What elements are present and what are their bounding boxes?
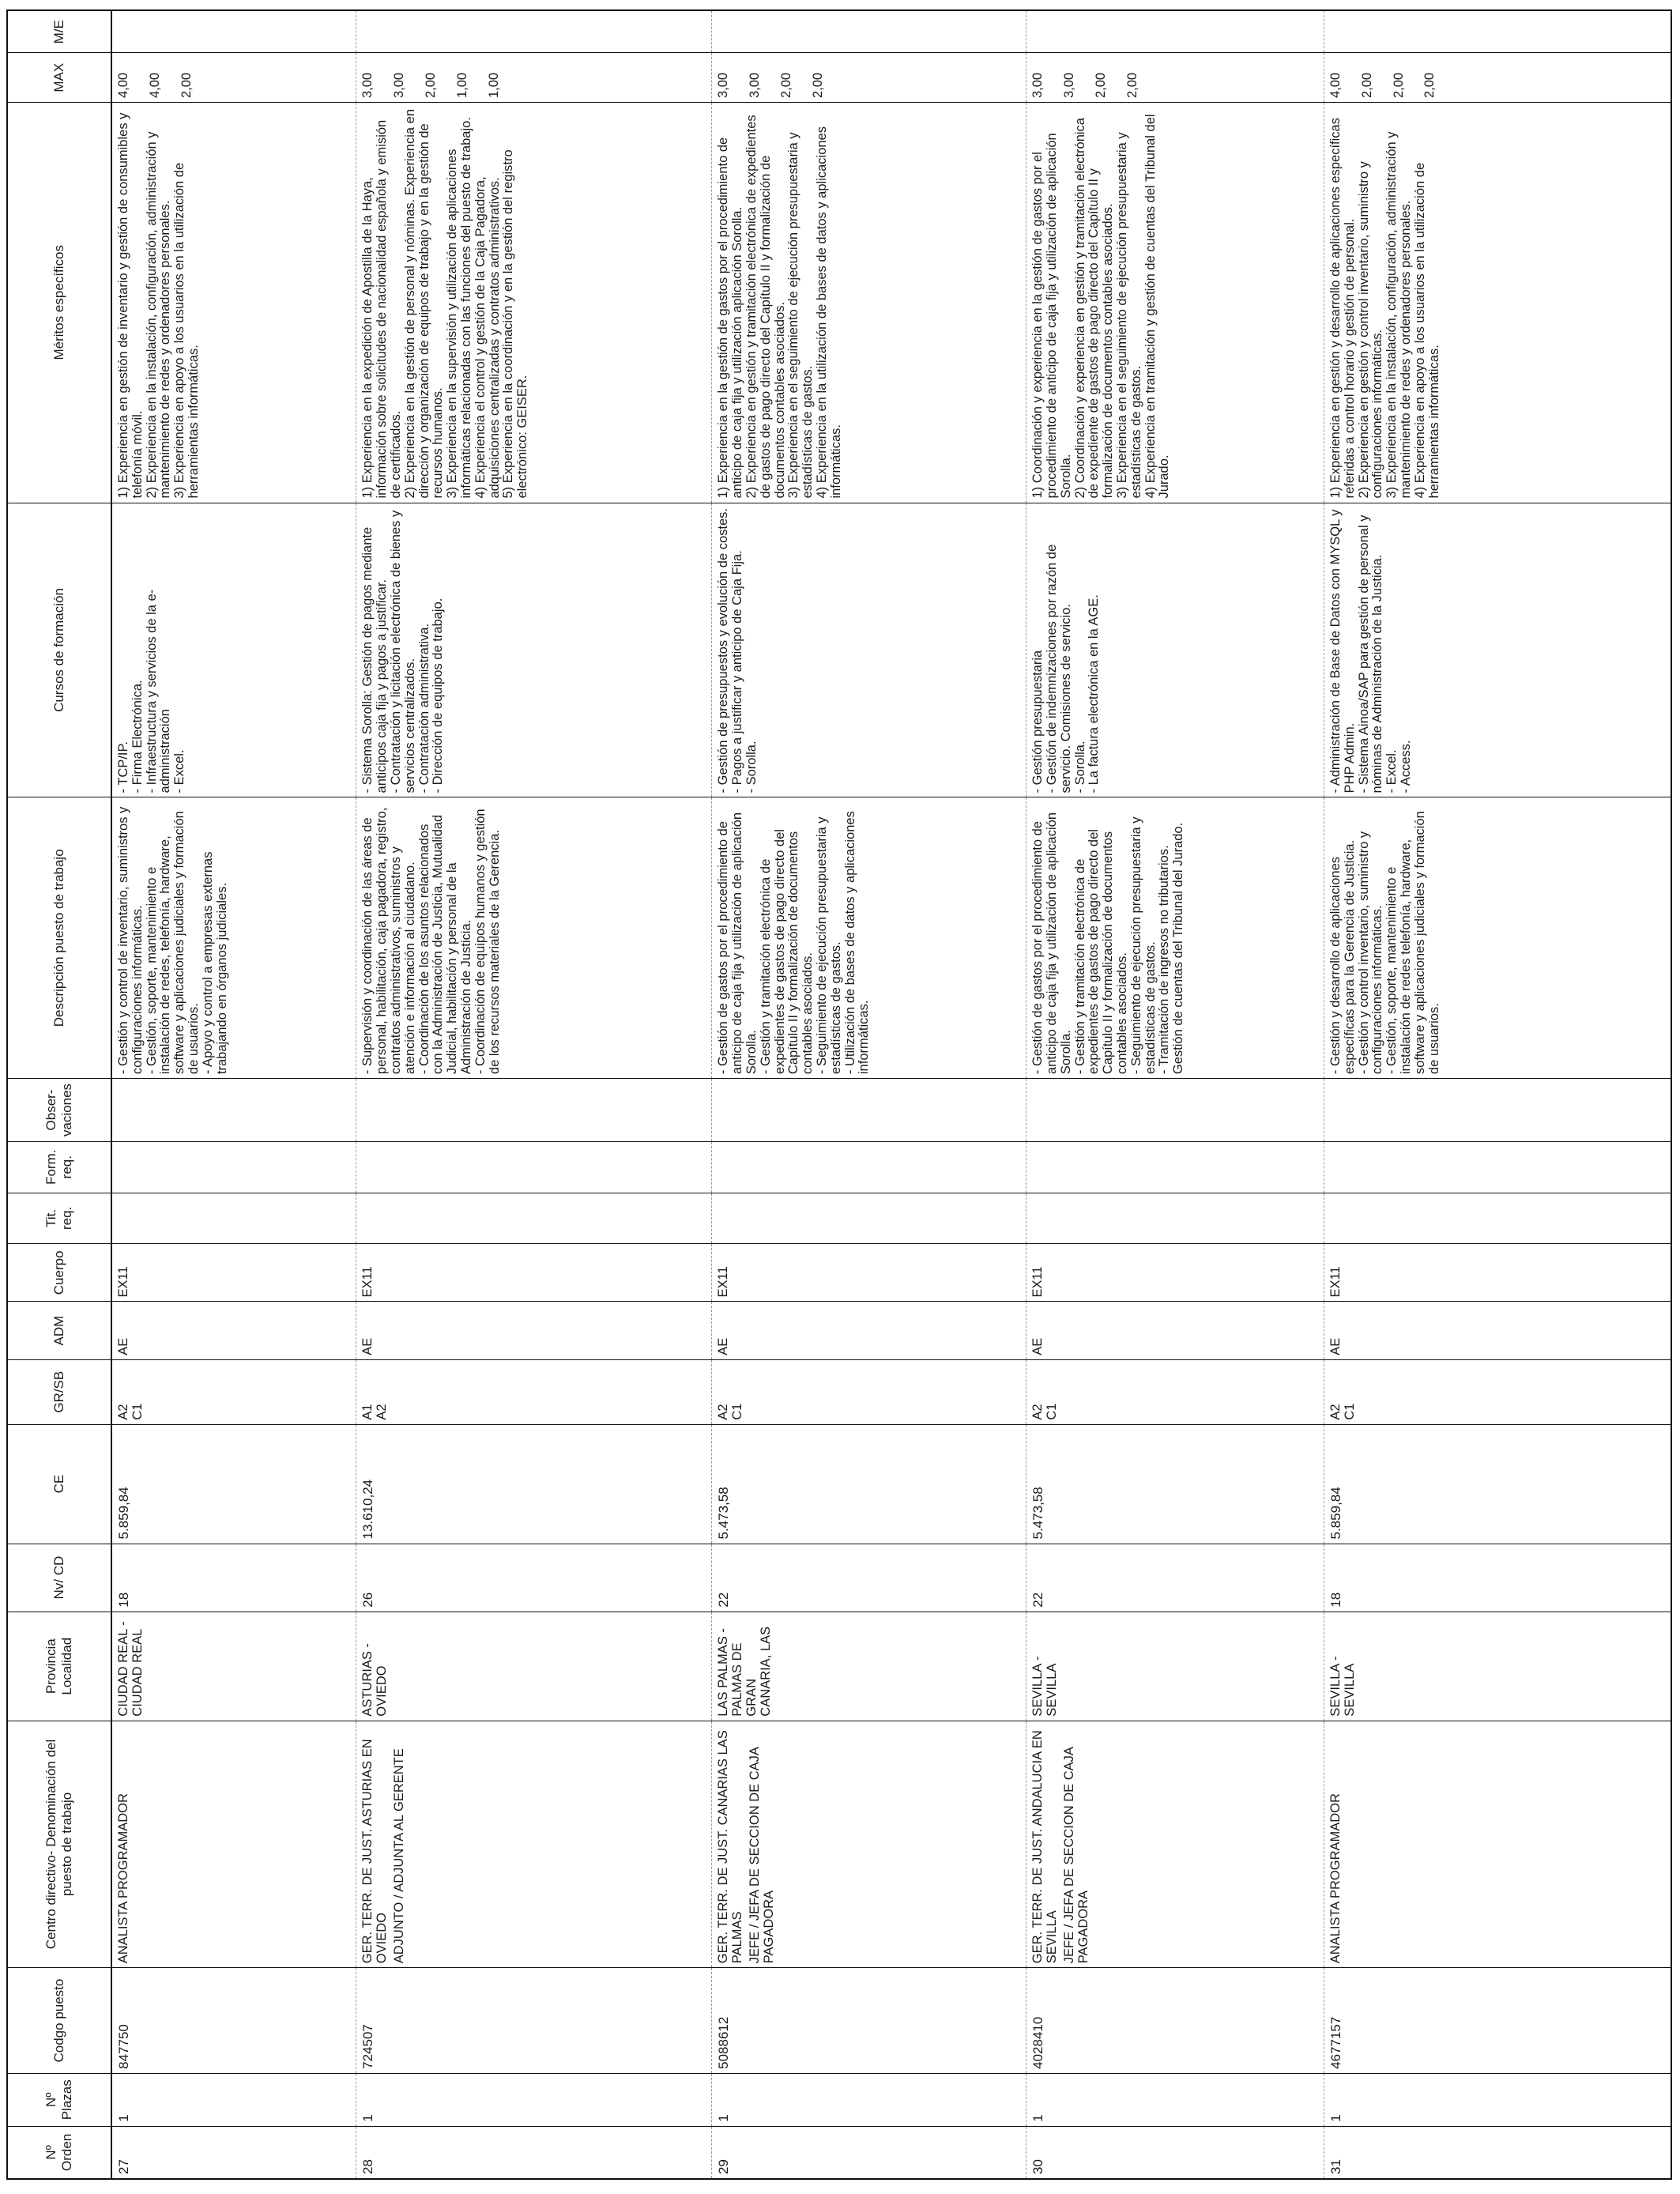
cell-cuerpo: EX11 <box>111 1244 356 1302</box>
puesto-denominacion: JEFE / JEFA DE SECCION DE CAJA PAGADORA <box>1061 1747 1090 1964</box>
cell-meritos-line: 4) Experiencia en tramitación y gestión de cuentas del Tribunal del Jurado. <box>1143 114 1172 499</box>
cell-meritos-line: 4) Experiencia el control y gestión de la Caja Pagadora, adquisiciones centralizadas y contratos administrativos. <box>473 176 502 499</box>
cell-cuerpo: EX11 <box>1324 1244 1671 1302</box>
cell-formacion <box>356 1141 712 1193</box>
cell-descripcion-line: - Gestión y control de inventario, suministros y configuraciones informáticas. <box>116 806 145 1075</box>
cell-meritos-line: 2) Experiencia en gestión y tramitación electrónica de expedientes de gastos de pago directo del Capítulo II y formalización de documentos contables asociados. <box>744 115 787 499</box>
cell-ce: 5.859,84 <box>111 1424 356 1544</box>
max-value: 1,00 <box>486 72 501 98</box>
cell-cursos-line: - Firma Electrónica. <box>130 680 145 794</box>
cell-descripcion-line: - Tramitación de ingresos no tributarios. Gestión de cuentas del Tribunal del Jurado. <box>1157 822 1186 1075</box>
cell-meritos-line: 4) Experiencia en apoyo a los usuarios en la utilización de herramientas informáticas. <box>1412 162 1441 499</box>
cell-formacion <box>1324 1141 1671 1193</box>
cell-adm: AE <box>111 1302 356 1359</box>
cell-adm: AE <box>712 1302 1026 1359</box>
centro-directivo: GER. TERR. DE JUST. ASTURIAS EN OVIEDO <box>360 1739 390 1964</box>
cell-descripcion <box>712 797 1026 1079</box>
cell-meritos <box>712 103 1026 503</box>
max-value: 2,00 <box>423 72 438 98</box>
cell-descripcion-line: - Coordinación de los asuntos relacionados con la Administración de Justicia, Mutualidad Judicial, habilitación y personal de la Administración de Justicia. <box>416 814 473 1075</box>
cell-meritos-line: 2) Experiencia en la instalación, configuración, administración y mantenimiento de redes y ordenadores personales. <box>144 131 173 499</box>
cell-cursos-line: - Sorolla. <box>1072 741 1087 794</box>
cell-meritos-line: 3) Experiencia en el seguimiento de ejecución presupuestaria y estadísticas de gastos. <box>1114 132 1143 499</box>
cell-cursos-line: - Contratación administrativa. <box>416 623 431 794</box>
cell-nivel: 22 <box>1026 1544 1324 1612</box>
cell-grupo-line: C1 <box>730 1403 745 1420</box>
cell-meritos-line: 1) Experiencia en gestión de inventario y gestión de consumibles y telefonía móvil. <box>116 112 145 499</box>
cell-cursos-line: - Pagos a justificar y anticipo de Caja Fija. <box>730 550 745 794</box>
table-row <box>1026 10 1324 2179</box>
cell-descripcion <box>1324 797 1671 1079</box>
cell-provincia: CIUDAD REAL - CIUDAD REAL <box>111 1612 356 1721</box>
cell-observaciones <box>111 1079 356 1142</box>
max-value: 3,00 <box>1030 72 1045 98</box>
cell-grupo-line: A2 <box>375 1404 390 1420</box>
header-plazas: Nº Plazas <box>7 2073 111 2126</box>
max-value: 3,00 <box>716 72 731 98</box>
max-value: 2,00 <box>1093 72 1108 98</box>
cell-cursos-line: - Excel. <box>172 749 187 794</box>
header-descripcion: Descripción puesto de trabajo <box>7 797 111 1079</box>
cell-centro <box>1026 1721 1324 1968</box>
cell-descripcion-line: - Apoyo y control a empresas externas trabajando en órganos judiciales. <box>200 851 229 1075</box>
cell-cuerpo: EX11 <box>356 1244 712 1302</box>
cell-plazas: 1 <box>1324 2073 1671 2126</box>
cell-nivel: 18 <box>111 1544 356 1612</box>
cell-orden: 27 <box>111 2126 356 2179</box>
cell-meritos <box>356 103 712 503</box>
table-row <box>356 10 712 2179</box>
cell-max <box>111 53 356 103</box>
cell-cursos-line: - TCP/IP. <box>116 741 130 794</box>
cell-meritos-line: 3) Experiencia en la supervisión y utilización de aplicaciones informáticas relacionadas con las funciones del puesto de trabajo. <box>445 117 473 499</box>
cell-centro <box>1324 1721 1671 1968</box>
cell-grupo-line: A1 <box>360 1404 375 1420</box>
cell-descripcion-line: - Gestión y desarrollo de aplicaciones específicas para la Gerencia de Justicia. <box>1328 839 1357 1075</box>
table-row <box>111 10 356 2179</box>
cell-adm: AE <box>356 1302 712 1359</box>
cell-grupo-line: A2 <box>716 1404 731 1420</box>
cell-cursos <box>356 503 712 797</box>
max-value: 2,00 <box>179 72 194 98</box>
cell-codigo: 4028410 <box>1026 1968 1324 2074</box>
cell-grupo <box>356 1359 712 1424</box>
header-titulacion: Tit. req. <box>7 1193 111 1244</box>
max-value: 3,00 <box>360 72 375 98</box>
cell-cursos-line: - Contratación y licitación electrónica de bienes y servicios centralizados. <box>388 510 417 794</box>
cell-titulacion <box>712 1193 1026 1244</box>
header-provincia: Provincia Localidad <box>7 1612 111 1721</box>
header-codigo: Codgo puesto <box>7 1968 111 2074</box>
header-orden: Nº Orden <box>7 2126 111 2179</box>
cell-cursos <box>712 503 1026 797</box>
cell-orden: 31 <box>1324 2126 1671 2179</box>
max-value: 2,00 <box>1422 72 1437 98</box>
cell-max <box>1026 53 1324 103</box>
job-positions-table <box>6 9 1672 2180</box>
cell-provincia: SEVILLA - SEVILLA <box>1324 1612 1671 1721</box>
header-me: M/E <box>7 10 111 53</box>
cell-cursos-line: - La factura electrónica en la AGE. <box>1087 594 1102 794</box>
table-row <box>712 10 1026 2179</box>
header-grupo: GR/SB <box>7 1359 111 1424</box>
cell-grupo-line: C1 <box>130 1403 145 1420</box>
cell-titulacion <box>1324 1193 1671 1244</box>
max-value: 4,00 <box>147 72 162 98</box>
cell-cursos-line: - Access. <box>1398 740 1413 794</box>
cell-orden: 29 <box>712 2126 1026 2179</box>
cell-meritos <box>1324 103 1671 503</box>
cell-plazas: 1 <box>356 2073 712 2126</box>
cell-codigo: 724507 <box>356 1968 712 2074</box>
cell-ce: 13.610,24 <box>356 1424 712 1544</box>
cell-formacion <box>1026 1141 1324 1193</box>
cell-adm: AE <box>1026 1302 1324 1359</box>
centro-directivo: GER. TERR. DE JUST. ANDALUCIA EN SEVILLA <box>1030 1730 1059 1964</box>
cell-cursos-line: - Infraestructura y servicios de la e-administración <box>144 589 173 794</box>
cell-titulacion <box>111 1193 356 1244</box>
cell-max <box>1324 53 1671 103</box>
cell-cursos <box>111 503 356 797</box>
cell-grupo-line: C1 <box>1342 1403 1357 1420</box>
cell-formacion <box>111 1141 356 1193</box>
cell-provincia: ASTURIAS - OVIEDO <box>356 1612 712 1721</box>
cell-grupo <box>712 1359 1026 1424</box>
cell-meritos-line: 1) Experiencia en la gestión de gastos por el procedimiento de anticipo de caja fija y utilización aplicación Sorolla. <box>716 137 745 499</box>
cell-meritos-line: 1) Experiencia en la expedición de Apostilla de la Haya, información sobre solicitudes de nacionalidad española y emisión de certificados. <box>360 119 403 499</box>
cell-provincia: SEVILLA - SEVILLA <box>1026 1612 1324 1721</box>
cell-orden: 30 <box>1026 2126 1324 2179</box>
header-max: MAX <box>7 53 111 103</box>
cell-max <box>356 53 712 103</box>
cell-meritos-line: 3) Experiencia en apoyo a los usuarios en la utilización de herramientas informáticas. <box>172 162 202 499</box>
max-value: 2,00 <box>778 72 793 98</box>
puesto-denominacion: JEFE / JEFA DE SECCION DE CAJA PAGADORA <box>747 1747 776 1964</box>
cell-meritos <box>1026 103 1324 503</box>
cell-centro <box>712 1721 1026 1968</box>
cell-cursos-line: - Gestión de presupuestos y evolución de costes. <box>716 507 731 794</box>
cell-meritos-line: 5) Experiencia en la coordinación y en la gestión del registro electrónico: GEISER. <box>501 149 530 499</box>
header-cuerpo: Cuerpo <box>7 1244 111 1302</box>
cell-cursos <box>1026 503 1324 797</box>
cell-nivel: 22 <box>712 1544 1026 1612</box>
cell-meritos-line: 3) Experiencia en la instalación, configuración, administración y mantenimiento de redes y ordenadores personales. <box>1384 131 1413 499</box>
cell-cursos-line: - Excel. <box>1384 749 1399 794</box>
cell-cursos-line: - Sistema Sorolla: Gestión de pagos mediante anticipos caja fija y pagos a justificar. <box>360 526 390 794</box>
cell-observaciones <box>1324 1079 1671 1142</box>
cell-centro <box>111 1721 356 1968</box>
max-value: 3,00 <box>392 72 407 98</box>
cell-codigo: 4677157 <box>1324 1968 1671 2074</box>
cell-me <box>1324 10 1671 53</box>
cell-codigo: 5088612 <box>712 1968 1026 2074</box>
cell-descripcion-line: - Gestión, soporte, mantenimiento e instalación de redes, telefonía, hardware, software y aplicaciones judiciales y formación de usuarios. <box>144 811 202 1075</box>
cell-me <box>111 10 356 53</box>
puesto-denominacion: ANALISTA PROGRAMADOR <box>116 1793 130 1964</box>
cell-grupo-line: A2 <box>1328 1404 1343 1420</box>
max-value: 3,00 <box>748 72 763 98</box>
max-value: 2,00 <box>1391 72 1406 98</box>
cell-descripcion <box>111 797 356 1079</box>
cell-meritos-line: 3) Experiencia en el seguimiento de ejecución presupuestaria y estadísticas de gastos. <box>786 132 816 499</box>
cell-grupo-line: A2 <box>1030 1404 1045 1420</box>
cell-descripcion <box>356 797 712 1079</box>
max-value: 1,00 <box>454 72 469 98</box>
header-cursos: Cursos de formación <box>7 503 111 797</box>
cell-cursos-line: - Dirección de equipos de trabajo. <box>431 598 446 794</box>
cell-me <box>356 10 712 53</box>
cell-meritos-line: 2) Experiencia en la gestión de personal y nóminas. Experiencia en dirección y organización de equipos de trabajo y en la gestión de recursos humanos. <box>402 109 446 499</box>
cell-plazas: 1 <box>1026 2073 1324 2126</box>
cell-ce: 5.859,84 <box>1324 1424 1671 1544</box>
max-value: 2,00 <box>810 72 825 98</box>
cell-meritos-line: 1) Coordinación y experiencia en la gestión de gastos por el procedimiento de anticipo de caja fija y utilización de aplicación Sorolla. <box>1030 133 1073 499</box>
header-centro: Centro directivo- Denominación del puesto de trabajo <box>7 1721 111 1968</box>
cell-formacion <box>712 1141 1026 1193</box>
cell-cursos-line: - Administración de Base de Datos con MYSQL y PHP Admin. <box>1328 509 1357 794</box>
cell-grupo-line: A2 <box>116 1404 130 1420</box>
table-body <box>111 10 1671 2179</box>
cell-observaciones <box>356 1079 712 1142</box>
cell-adm: AE <box>1324 1302 1671 1359</box>
cell-titulacion <box>1026 1193 1324 1244</box>
cell-ce: 5.473,58 <box>712 1424 1026 1544</box>
cell-provincia: LAS PALMAS - PALMAS DE GRAN CANARIA, LAS <box>712 1612 1026 1721</box>
header-meritos: Méritos específicos <box>7 103 111 503</box>
header-nivel: Nv/ CD <box>7 1544 111 1612</box>
puesto-denominacion: ANALISTA PROGRAMADOR <box>1328 1793 1343 1964</box>
cell-titulacion <box>356 1193 712 1244</box>
centro-directivo: GER. TERR. DE JUST. CANARIAS LAS PALMAS <box>716 1730 745 1964</box>
table-row <box>1324 10 1671 2179</box>
cell-meritos-line: 2) Coordinación y experiencia en gestión y tramitación electrónica de expediente de gastos de pago directo del Capítulo II y formalización de documentos contables asociados. <box>1072 118 1116 499</box>
cell-plazas: 1 <box>111 2073 356 2126</box>
cell-descripcion-line: - Gestión de gastos por el procedimiento de anticipo de caja fija y utilización de aplicación Sorolla. <box>716 812 759 1075</box>
cell-max <box>712 53 1026 103</box>
cell-meritos-line: 1) Experiencia en gestión y desarrollo de aplicaciones específicas referidas a control horario y gestión de personal. <box>1328 118 1357 499</box>
cell-nivel: 26 <box>356 1544 712 1612</box>
cell-descripcion <box>1026 797 1324 1079</box>
cell-me <box>712 10 1026 53</box>
cell-me <box>1026 10 1324 53</box>
cell-descripcion-line: - Seguimiento de ejecución presupuestaria y estadísticas de gastos. <box>1128 816 1158 1075</box>
max-value: 4,00 <box>1328 72 1343 98</box>
cell-descripcion-line: - Supervisión y coordinación de las áreas de personal, habilitación, caja pagadora, registro, contratos administrativos, suministros y atención e información al ciudadano. <box>360 807 417 1075</box>
max-value: 3,00 <box>1061 72 1076 98</box>
cell-cursos-line: - Gestión presupuestaria <box>1030 650 1045 794</box>
header-observaciones: Obser- vaciones <box>7 1079 111 1142</box>
max-value: 2,00 <box>1124 72 1139 98</box>
cell-grupo <box>1324 1359 1671 1424</box>
cell-orden: 28 <box>356 2126 712 2179</box>
puesto-denominacion: ADJUNTO / ADJUNTA AL GERENTE <box>391 1748 406 1964</box>
cell-descripcion-line: - Gestión y control inventario, suministro y configuraciones informáticas. <box>1356 831 1385 1075</box>
header-ce: CE <box>7 1424 111 1544</box>
cell-meritos <box>111 103 356 503</box>
cell-descripcion-line: - Gestión, soporte, mantenimiento e instalación de redes telefonía, hardware, software y aplicaciones judiciales y formación de usuarios. <box>1384 811 1441 1075</box>
cell-cuerpo: EX11 <box>1026 1244 1324 1302</box>
cell-cursos <box>1324 503 1671 797</box>
cell-codigo: 847750 <box>111 1968 356 2074</box>
cell-cursos-line: - Gestión de indemnizaciones por razón de servicio. Comisiones de servicio. <box>1044 544 1073 794</box>
cell-nivel: 18 <box>1324 1544 1671 1612</box>
header-formacion: Form. req. <box>7 1141 111 1193</box>
cell-descripcion-line: - Coordinación de equipos humanos y gestión de los recursos materiales de la Gerencia. <box>473 809 502 1075</box>
cell-cursos-line: - Sistema Ainoa/SAP para gestión de personal y nóminas de Administración de la Justicia. <box>1356 515 1385 794</box>
cell-grupo <box>111 1359 356 1424</box>
cell-meritos-line: 2) Experiencia en gestión y control inventario, suministro y configuraciones informáticas. <box>1356 161 1385 499</box>
cell-centro <box>356 1721 712 1968</box>
cell-observaciones <box>712 1079 1026 1142</box>
cell-plazas: 1 <box>712 2073 1026 2126</box>
cell-ce: 5.473,58 <box>1026 1424 1324 1544</box>
cell-meritos-line: 4) Experiencia en la utilización de bases de datos y aplicaciones informáticas. <box>815 126 843 499</box>
cell-descripcion-line: - Gestión y tramitación electrónica de expedientes de gastos de pago directo del Capítulo II y formalización de documentos contables asociados. <box>758 829 816 1075</box>
cell-descripcion-line: - Utilización de bases de datos y aplicaciones informáticas. <box>842 811 872 1075</box>
max-value: 2,00 <box>1359 72 1374 98</box>
cell-cursos-line: - Sorolla. <box>744 741 759 794</box>
cell-descripcion-line: - Gestión de gastos por el procedimiento de anticipo de caja fija y utilización de aplicación Sorolla. <box>1030 812 1073 1075</box>
max-value: 4,00 <box>116 72 130 98</box>
cell-descripcion-line: - Gestión y tramitación electrónica de expedientes de gastos de pago directo del Capítulo II y formalización de documentos contables asociados. <box>1072 829 1129 1075</box>
header-adm: ADM <box>7 1302 111 1359</box>
cell-observaciones <box>1026 1079 1324 1142</box>
cell-descripcion-line: - Seguimiento de ejecución presupuestaria y estadísticas de gastos. <box>815 816 843 1075</box>
cell-cuerpo: EX11 <box>712 1244 1026 1302</box>
cell-grupo-line: C1 <box>1044 1403 1059 1420</box>
cell-grupo <box>1026 1359 1324 1424</box>
